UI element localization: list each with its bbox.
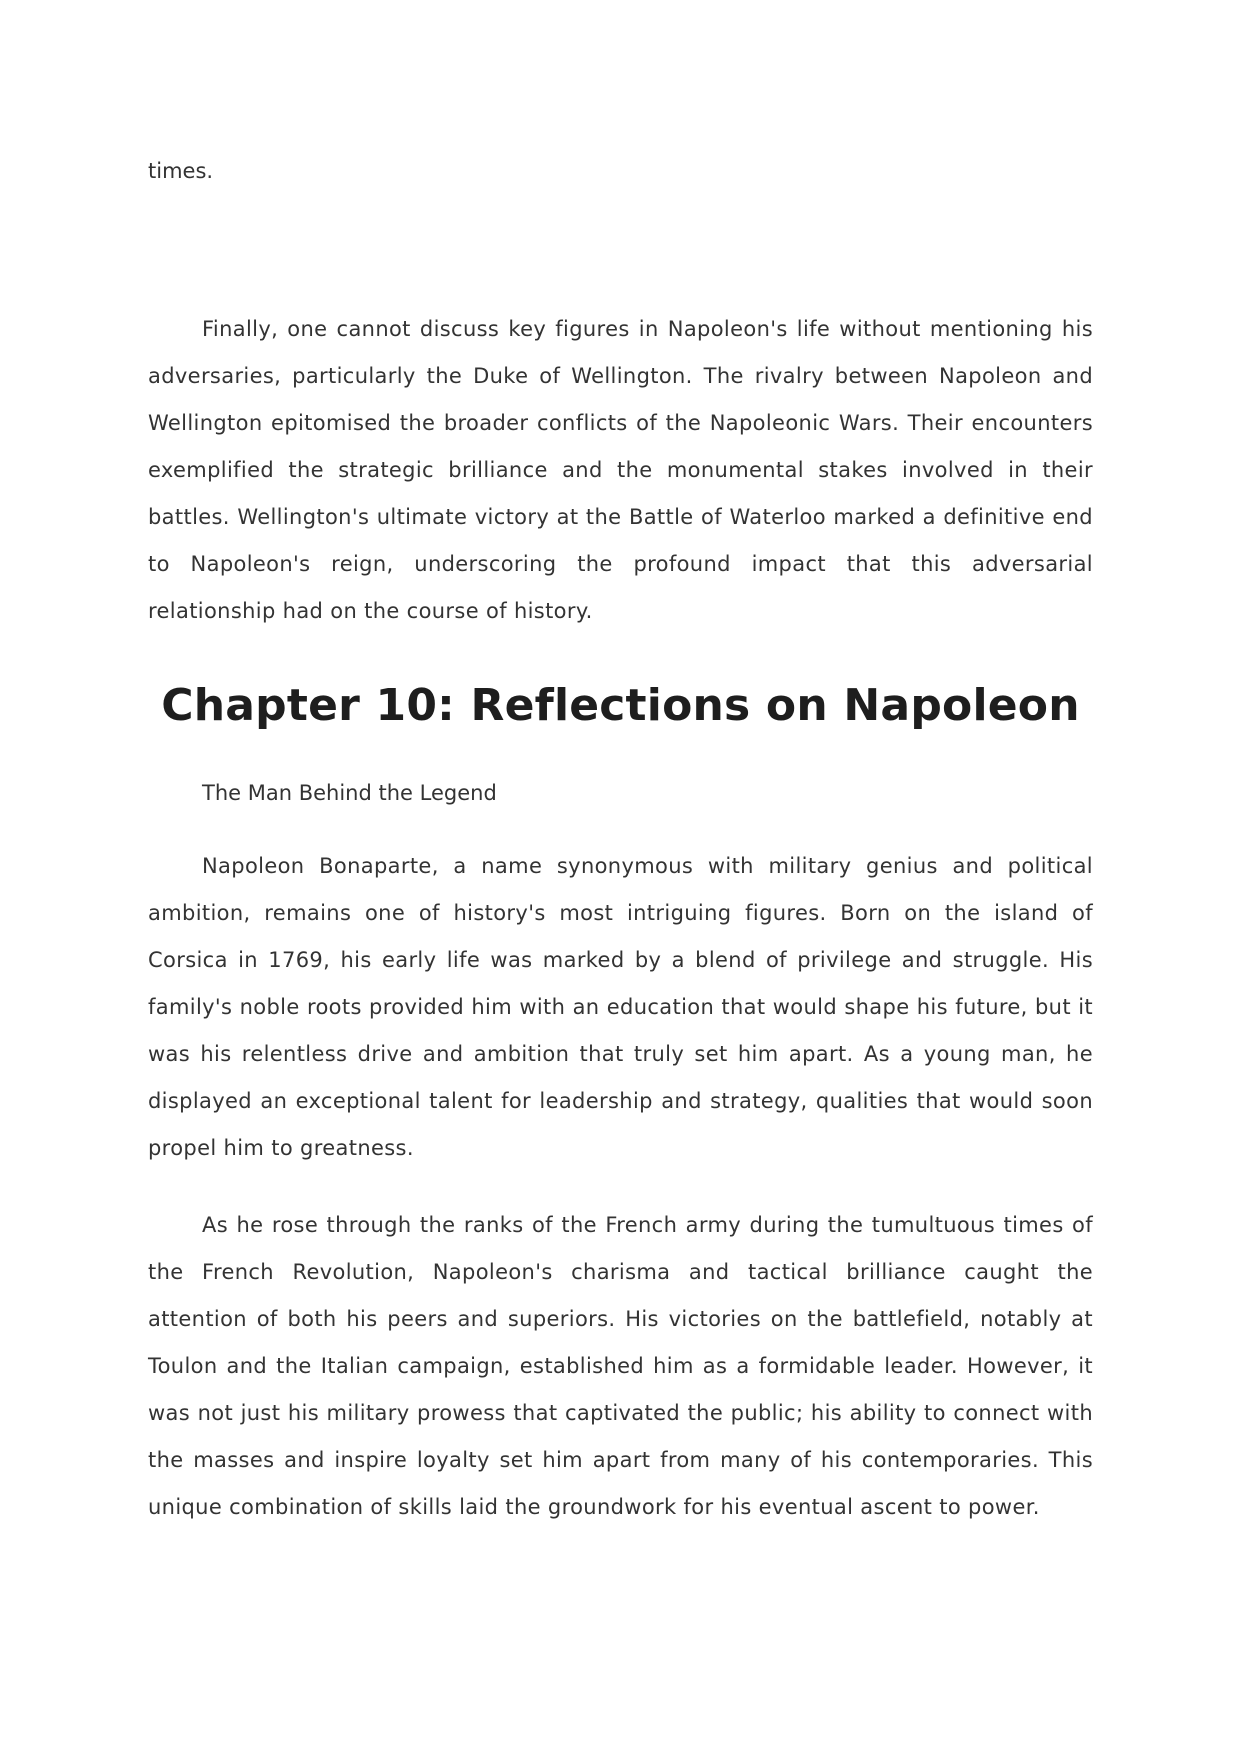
carryover-text-line: times. bbox=[148, 159, 214, 183]
paragraph-rise-to-power: As he rose through the ranks of the French army during the tumultuous times of the French Revolution, Napoleon's charisma and tactical brilliance caught the attention of both his peers and superiors. His victories on the battlefield, notably at Toulon and the Italian campaign, established him as a formidable leader. However, it was not just his military prowess that captivated the public; his ability to connect with the masses and inspire loyalty set him apart from many of his contemporaries. This unique combination of skills laid the groundwork for his eventual ascent to power. bbox=[148, 1213, 1093, 1519]
chapter-title: Chapter 10: Reflections on Napoleon bbox=[161, 680, 1080, 731]
section-heading: The Man Behind the Legend bbox=[202, 781, 497, 805]
paragraph-early-life: Napoleon Bonaparte, a name synonymous with military genius and political ambition, remains one of history's most intriguing figures. Born on the island of Corsica in 1769, his early life was marked by a blend of privilege and struggle. His family's noble roots provided him with an education that would shape his future, but it was his relentless drive and ambition that truly set him apart. As a young man, he displayed an exceptional talent for leadership and strategy, qualities that would soon propel him to greatness. bbox=[148, 854, 1093, 1160]
paragraph-adversaries: Finally, one cannot discuss key figures in Napoleon's life without mentioning his adversaries, particularly the Duke of Wellington. The rivalry between Napoleon and Wellington epitomised the broader conflicts of the Napoleonic Wars. Their encounters exemplified the strategic brilliance and the monumental stakes involved in their battles. Wellington's ultimate victory at the Battle of Waterloo marked a definitive end to Napoleon's reign, underscoring the profound impact that this adversarial relationship had on the course of history. bbox=[148, 317, 1093, 623]
